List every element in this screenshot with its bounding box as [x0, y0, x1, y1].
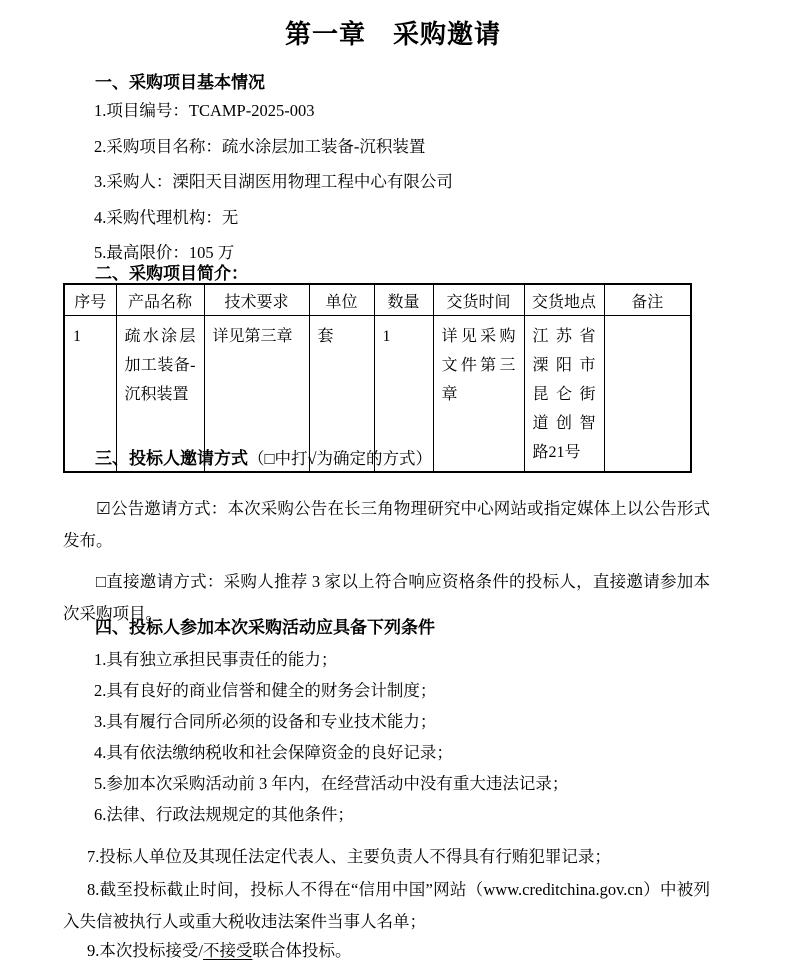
table-cell-delivery-time: 详见采购文件第三章 — [433, 316, 524, 473]
condition-item: 4.具有依法缴纳税收和社会保障资金的良好记录； — [94, 743, 453, 762]
checkbox-checked-icon: ☑ — [96, 498, 111, 518]
checkbox-unchecked-icon: □ — [96, 571, 107, 591]
condition-item: 6.法律、行政法规规定的其他条件； — [94, 805, 354, 824]
condition-item-9-prefix: 9.本次投标接受/ — [87, 940, 203, 960]
condition-item-9 — [63, 935, 710, 967]
section-heading-project-brief: 二、采购项目简介： — [95, 264, 248, 283]
table-header-tech-requirements: 技术要求 — [204, 284, 309, 316]
table-cell-remarks — [604, 316, 691, 473]
list-item: 5.最高限价：105 万 — [94, 243, 235, 262]
announcement-invitation-paragraph — [63, 493, 710, 557]
section-heading-invitation-main: 三、投标人邀请方式 — [95, 449, 248, 468]
list-item: 3.采购人：溧阳天目湖医用物理工程中心有限公司 — [94, 172, 453, 191]
direct-invitation-text: 直接邀请方式：采购人推荐 3 家以上符合响应资格条件的投标人，直接邀请参加本次采购项目。 — [63, 571, 711, 623]
not-accept-underlined: 不接受 — [202, 940, 253, 960]
conditions-list — [94, 644, 568, 830]
section-heading-bidder-conditions: 四、投标人参加本次采购活动应具备下列条件 — [95, 618, 435, 637]
table-header-remarks: 备注 — [604, 284, 691, 316]
table-header-product-name: 产品名称 — [116, 284, 204, 316]
table-header-quantity: 数量 — [374, 284, 433, 316]
condition-item: 1.具有独立承担民事责任的能力； — [94, 650, 338, 669]
table-header-row — [64, 284, 691, 316]
list-item: 4.采购代理机构：无 — [94, 207, 239, 227]
table-header-serial: 序号 — [64, 284, 116, 316]
list-item: 2.采购项目名称：疏水涂层加工装备-沉积装置 — [94, 136, 426, 156]
condition-item: 5.参加本次采购活动前 3 年内，在经营活动中没有重大违法记录； — [94, 774, 569, 793]
section-heading-invitation-method — [95, 444, 432, 469]
page-title: 第一章 采购邀请 — [284, 20, 501, 49]
table-cell-serial: 1 — [64, 316, 116, 473]
table-cell-tech-requirements: 详见第三章 — [204, 316, 309, 473]
table-header-unit: 单位 — [309, 284, 374, 316]
table-cell-unit: 套 — [309, 316, 374, 473]
list-item: 1.项目编号：TCAMP-2025-003 — [94, 101, 315, 120]
section-heading-invitation-note: （□中打√为确定的方式） — [248, 449, 433, 468]
table-header-delivery-location: 交货地点 — [524, 284, 604, 316]
table-header-delivery-time: 交货时间 — [433, 284, 524, 316]
condition-item: 3.具有履行合同所必须的设备和专业技术能力； — [94, 712, 437, 731]
basic-info-list — [94, 93, 453, 271]
condition-item-9-suffix: 联合体投标。 — [252, 940, 352, 960]
table-cell-product-name: 疏水涂层加工装备-沉积装置 — [116, 316, 204, 473]
condition-item-7: 7.投标人单位及其现任法定代表人、主要负责人不得具有行贿犯罪记录； — [87, 846, 611, 866]
table-cell-delivery-location: 江苏省溧阳市昆仑街道创智路21号 — [524, 316, 604, 473]
condition-item: 2.具有良好的商业信誉和健全的财务会计制度； — [94, 681, 437, 700]
section-heading-basic-info: 一、采购项目基本情况 — [95, 73, 265, 92]
announcement-invitation-text: 公告邀请方式：本次采购公告在长三角物理研究中心网站或指定媒体上以公告形式发布。 — [63, 498, 710, 550]
condition-item-8: 8.截至投标截止时间，投标人不得在“信用中国”网站（www.creditchina.gov.cn）中被列入失信被执行人或重大税收违法案件当事人名单； — [63, 879, 710, 931]
table-cell-quantity: 1 — [374, 316, 433, 473]
